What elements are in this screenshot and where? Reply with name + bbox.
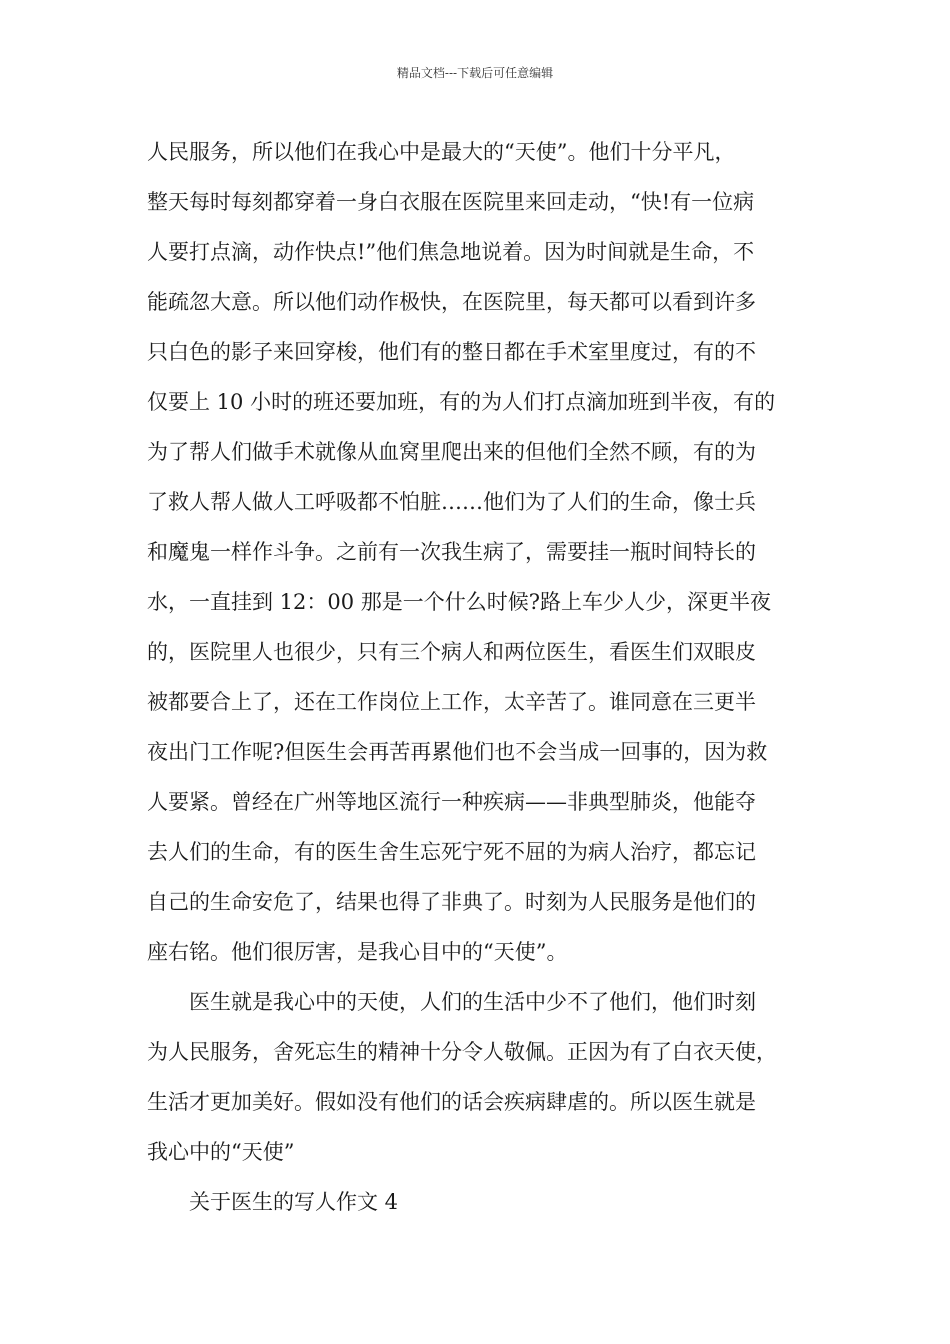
text-line: 人要打点滴，动作快点!”他们焦急地说着。因为时间就是生命，不 [147, 240, 755, 264]
text-line: 医生就是我心中的天使，人们的生活中少不了他们，他们时刻 [189, 990, 756, 1014]
text-line: 为了帮人们做手术就像从血窝里爬出来的但他们全然不顾，有的为 [147, 440, 756, 464]
document-body [147, 132, 807, 1232]
text-line: 人要紧。曾经在广州等地区流行一种疾病——非典型肺炎，他能夺 [147, 790, 756, 814]
text-line: 了救人帮人做人工呼吸都不怕脏……他们为了人们的生命，像士兵 [147, 490, 756, 514]
text-line: 座右铭。他们很厉害，是我心目中的“天使”。 [147, 940, 568, 964]
text-line: 能疏忽大意。所以他们动作极快，在医院里，每天都可以看到许多 [147, 290, 756, 314]
text-line: 夜出门工作呢?但医生会再苦再累他们也不会当成一回事的，因为救 [147, 740, 768, 764]
text-line: 我心中的“天使” [147, 1140, 295, 1164]
text-line: 人民服务，所以他们在我心中是最大的“天使”。他们十分平凡， [147, 140, 736, 164]
text-line: 和魔鬼一样作斗争。之前有一次我生病了，需要挂一瓶时间特长的 [147, 540, 756, 564]
text-line: 生活才更加美好。假如没有他们的话会疾病肆虐的。所以医生就是 [147, 1090, 756, 1114]
page-header: 精品文档---下载后可任意编辑 [396, 66, 554, 80]
text-line: 水，一直挂到 12：00 那是一个什么时候?路上车少人少，深更半夜 [147, 590, 772, 614]
text-line: 去人们的生命，有的医生舍生忘死宁死不屈的为病人治疗，都忘记 [147, 840, 756, 864]
text-line: 仅要上 10 小时的班还要加班，有的为人们打点滴加班到半夜，有的 [147, 390, 776, 414]
text-line: 被都要合上了，还在工作岗位上工作，太辛苦了。谁同意在三更半 [147, 690, 756, 714]
text-line: 的，医院里人也很少，只有三个病人和两位医生，看医生们双眼皮 [147, 640, 756, 664]
paragraph-2 [147, 982, 807, 1182]
text-line: 只白色的影子来回穿梭，他们有的整日都在手术室里度过，有的不 [147, 340, 756, 364]
section-heading: 关于医生的写人作文 4 [189, 1190, 399, 1214]
paragraph-1 [147, 132, 807, 982]
text-line: 为人民服务，舍死忘生的精神十分令人敬佩。正因为有了白衣天使， [147, 1040, 777, 1064]
text-line: 整天每时每刻都穿着一身白衣服在医院里来回走动，“快!有一位病 [147, 190, 755, 214]
text-line: 自己的生命安危了，结果也得了非典了。时刻为人民服务是他们的 [147, 890, 756, 914]
paragraph-3 [147, 1182, 807, 1232]
